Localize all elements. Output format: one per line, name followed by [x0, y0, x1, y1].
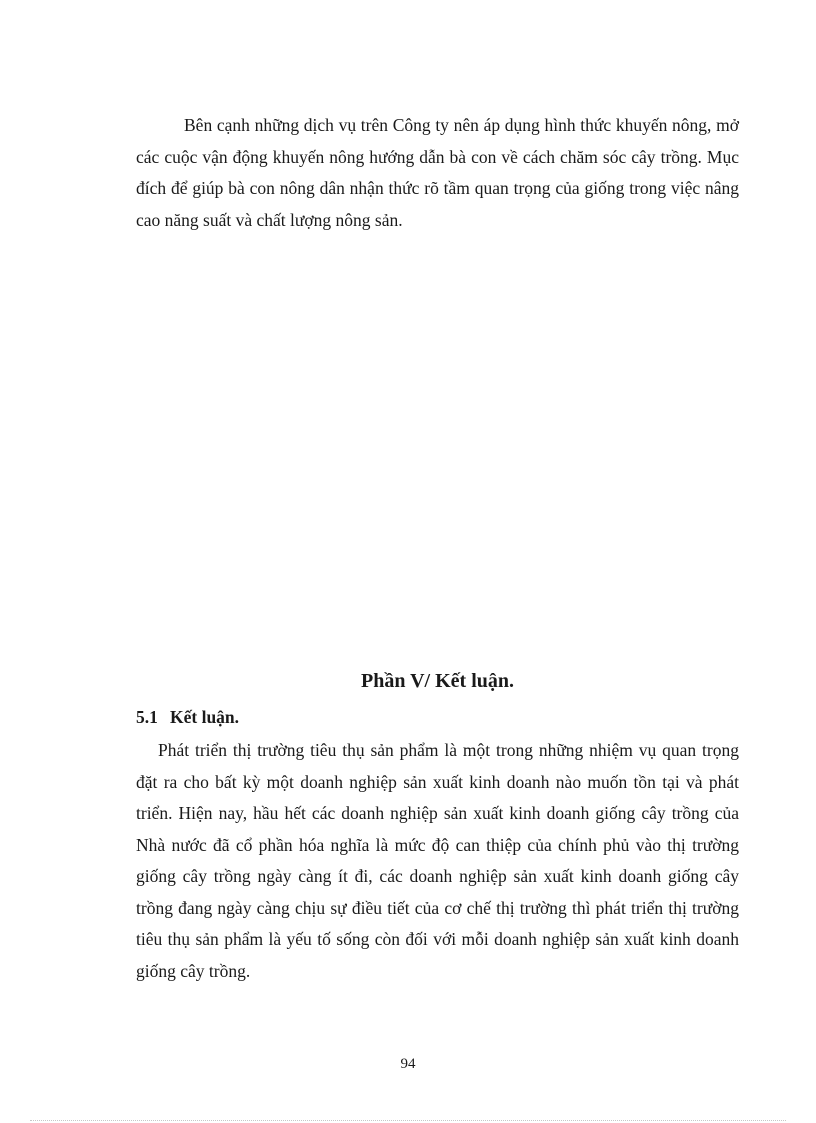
body-paragraph-services: Bên cạnh những dịch vụ trên Công ty nên áp dụng hình thức khuyến nông, mở các cuộc vận động khuyến nông hướng dẫn bà con về cách chăm sóc cây trồng. Mục đích để giúp bà con nông dân nhận thức rõ tầm quan trọng của giống trong việc nâng cao năng suất và chất lượng nông sản. [136, 115, 739, 230]
section-number: 5.1 [136, 707, 158, 727]
body-paragraph-conclusion: Phát triển thị trường tiêu thụ sản phẩm là một trong những nhiệm vụ quan trọng đặt ra cho bất kỳ một doanh nghiệp sản xuất kinh doanh nào muốn tồn tại và phát triển. Hiện nay, hầu hết các doanh nghiệp sản xuất kinh doanh giống cây trồng của Nhà nước đã cổ phần hóa nghĩa là mức độ can thiệp của chính phủ vào thị trường giống cây trồng ngày càng ít đi, các doanh nghiệp sản xuất kinh doanh giống cây trồng đang ngày càng chịu sự điều tiết của cơ chế thị trường thì phát triển thị trường tiêu thụ sản phẩm là yếu tố sống còn đối với mỗi doanh nghiệp sản xuất kinh doanh giống cây trồng. [136, 740, 739, 981]
section-heading [136, 707, 239, 728]
page-number: 94 [400, 1056, 416, 1072]
page-bottom-rule [30, 1120, 786, 1121]
section-title: Kết luận. [170, 707, 240, 727]
part-title: Phần V/ Kết luận. [361, 670, 514, 692]
